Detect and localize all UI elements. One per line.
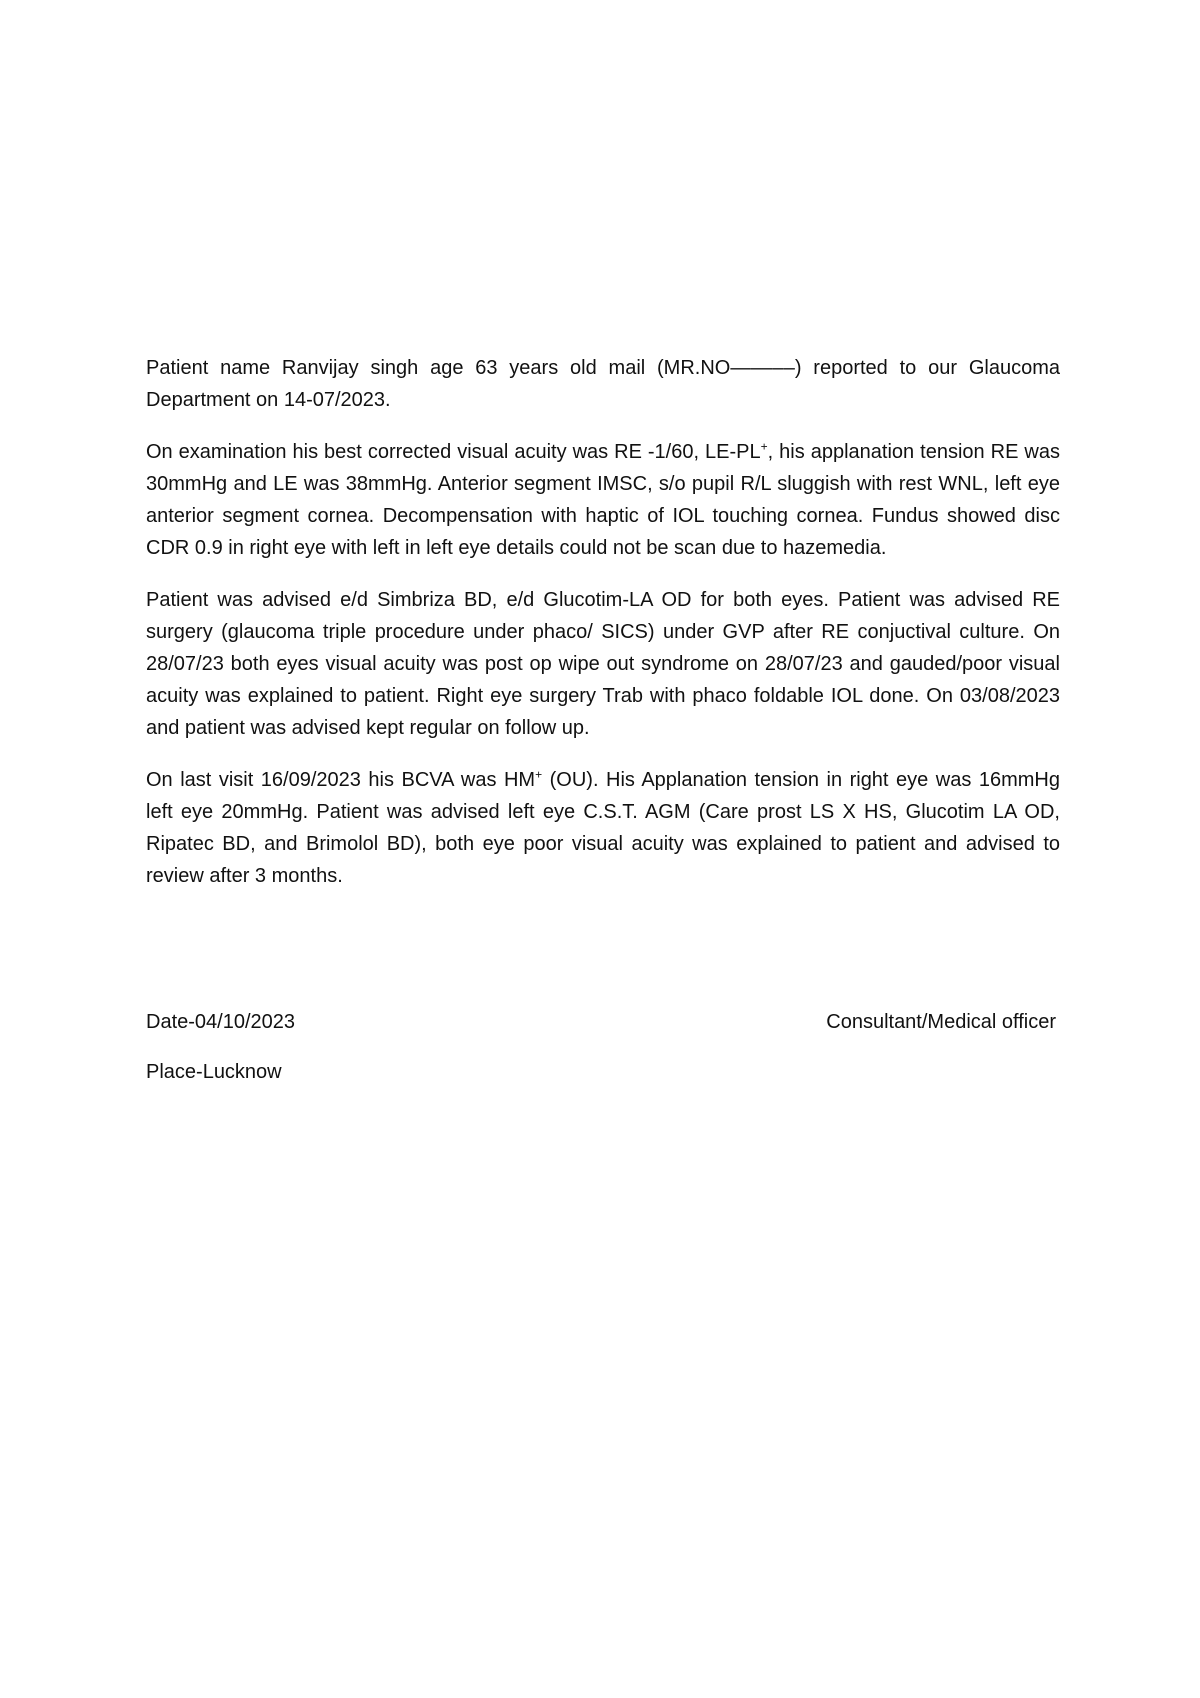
paragraph-patient-details <box>146 352 1060 416</box>
paragraph-text: (OU). His Applanation tension in right eye was 16mmHg left eye 20mmHg. Patient was advised left eye C.S.T. AGM (Care prost LS X HS, Glucotim LA OD, Ripatec BD, and Brimolol BD), both eye poor visual acuity was explained to patient and advised to review after 3 months. <box>146 769 1060 887</box>
paragraph-treatment <box>146 584 1060 744</box>
signatory-title: Consultant/Medical officer <box>826 1011 1056 1033</box>
document-date: Date-04/10/2023 <box>146 1011 296 1033</box>
document-place: Place-Lucknow <box>146 1061 282 1083</box>
paragraph-last-visit <box>146 764 1060 892</box>
paragraph-text: On last visit 16/09/2023 his BCVA was HM <box>146 769 536 791</box>
paragraph-text: Patient name Ranvijay singh age 63 years old mail (MR.NO—––––) reported to our Glaucoma Department on 14-07/2023. <box>146 357 1060 411</box>
paragraph-text: Patient was advised e/d Simbriza BD, e/d Glucotim-LA OD for both eyes. Patient was advised RE surgery (glaucoma triple procedure under phaco/ SICS) under GVP after RE conjuctival culture. On 28/07/23 both eyes visual acuity was post op wipe out syndrome on 28/07/23 and gauded/poor visual acuity was explained to patient. Right eye surgery Trab with phaco foldable IOL done. On 03/08/2023 and patient was advised kept regular on follow up. <box>146 589 1060 739</box>
paragraph-text: On examination his best corrected visual acuity was RE -1/60, LE-PL <box>146 441 761 463</box>
paragraph-text: , his applanation tension RE was 30mmHg and LE was 38mmHg. Anterior segment IMSC, s/o pupil R/L sluggish with rest WNL, left eye anterior segment cornea. Decompensation with haptic of IOL touching cornea. Fundus showed disc CDR 0.9 in right eye with left in left eye details could not be scan due to hazemedia. <box>146 441 1060 559</box>
paragraph-examination <box>146 436 1060 564</box>
letter-body <box>146 352 1060 912</box>
superscript-plus: + <box>535 767 543 782</box>
superscript-plus: + <box>760 439 768 454</box>
